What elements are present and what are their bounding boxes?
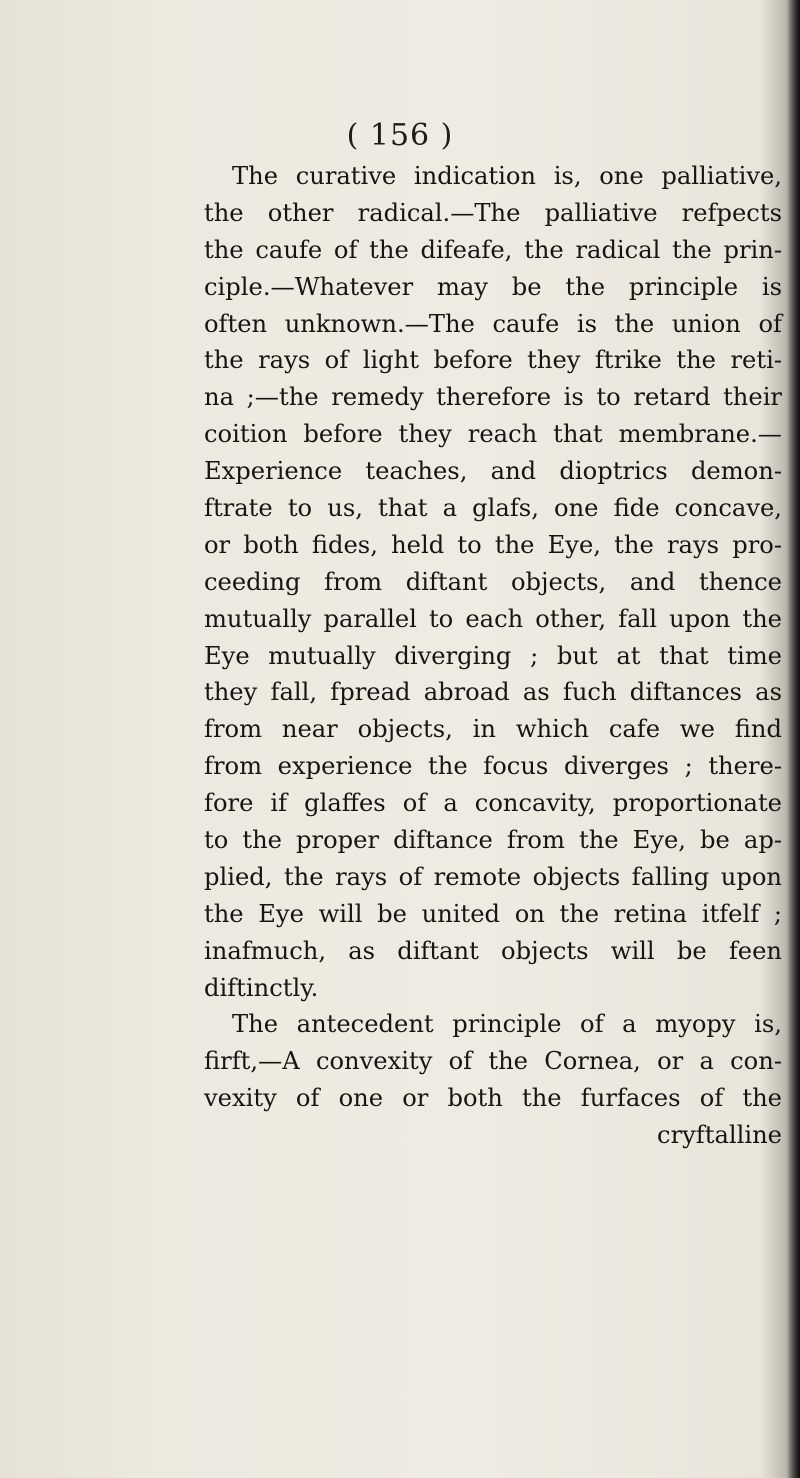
page-number: ( 156 ): [346, 118, 454, 153]
text-line: they fall, fpread abroad as fuch diftances as: [204, 678, 782, 707]
text-line: often unknown.—The caufe is the union of: [204, 309, 782, 338]
text-line: from experience the focus diverges ; there-: [204, 752, 782, 781]
text-line: coition before they reach that membrane.—: [204, 420, 782, 449]
page-edge-shadow: [786, 0, 800, 1478]
text-line: inafmuch, as diftant objects will be feen: [204, 936, 782, 965]
text-line: to the proper diftance from the Eye, be ap-: [204, 826, 782, 855]
text-line: The curative indication is, one palliative,: [232, 162, 782, 190]
text-line: vexity of one or both the furfaces of the: [204, 1084, 782, 1113]
text-line: diftinctly.: [204, 973, 319, 1002]
text-line: ftrate to us, that a glafs, one fide concave,: [204, 494, 782, 523]
text-line: the rays of light before they ftrike the reti-: [204, 346, 782, 375]
catchword: cryftalline: [657, 1121, 782, 1150]
text-line: the caufe of the difeafe, the radical the prin-: [204, 235, 782, 264]
text-line: or both fides, held to the Eye, the rays pro-: [204, 530, 782, 559]
text-line: plied, the rays of remote objects falling upon: [204, 862, 782, 891]
text-line: fore if glaffes of a concavity, proportionate: [204, 789, 782, 818]
text-line: firft,—A convexity of the Cornea, or a con-: [204, 1047, 782, 1076]
text-line: Experience teaches, and dioptrics demon-: [204, 457, 782, 486]
text-line: ceeding from diftant objects, and thence: [204, 567, 782, 596]
text-line: The antecedent principle of a myopy is,: [232, 1010, 782, 1039]
body-text: [204, 158, 782, 1154]
text-line: from near objects, in which cafe we find: [204, 715, 782, 744]
text-line: the Eye will be united on the retina itfelf ;: [204, 899, 782, 928]
text-line: the other radical.—The palliative refpects: [204, 198, 782, 227]
text-line: ciple.—Whatever may be the principle is: [204, 272, 782, 301]
text-line: Eye mutually diverging ; but at that time: [204, 641, 782, 670]
text-line: mutually parallel to each other, fall upon the: [204, 604, 782, 633]
text-line: na ;—the remedy therefore is to retard their: [204, 383, 782, 412]
